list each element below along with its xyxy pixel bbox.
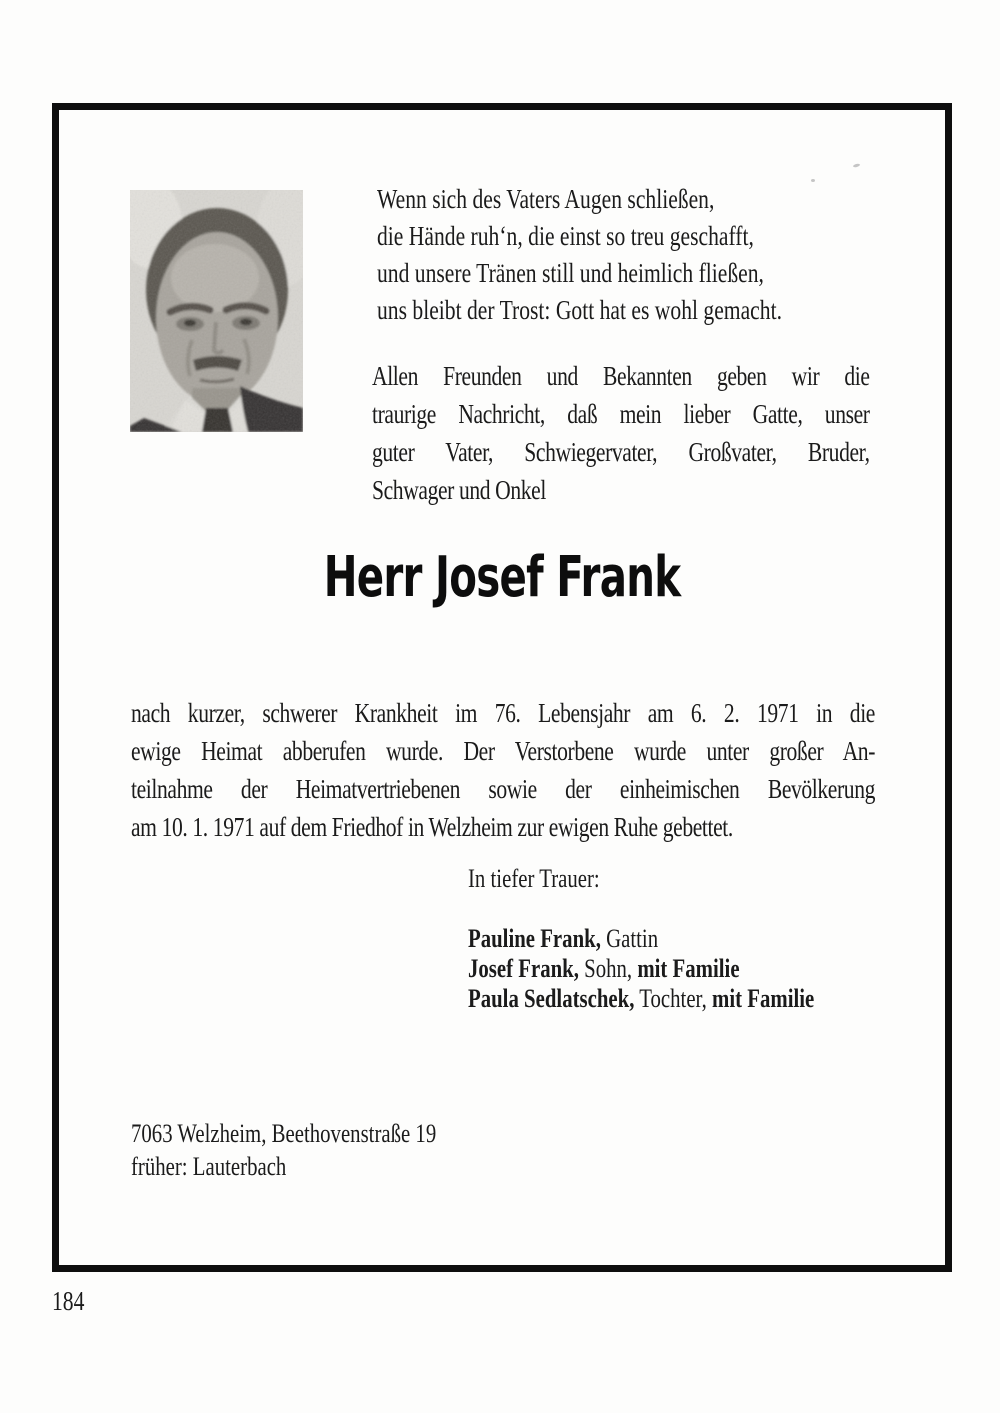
mourner-entry bbox=[468, 924, 964, 954]
address-line: früher: Lauterbach bbox=[131, 1152, 287, 1181]
obituary-paragraph bbox=[131, 694, 875, 846]
mourning-intro: In tiefer Trauer: bbox=[468, 864, 600, 893]
announcement-line: Allen Freunden und Bekannten geben wir die bbox=[372, 361, 870, 391]
portrait-photo bbox=[130, 190, 303, 432]
address-block bbox=[131, 1117, 579, 1183]
mourners-list bbox=[468, 924, 964, 1014]
poem-line: uns bleibt der Trost: Gott hat es wohl gemacht. bbox=[377, 295, 782, 325]
mourner-relation: Gattin bbox=[600, 924, 659, 953]
obituary-line: teilnahme der Heimatvertriebenen sowie der einheimischen Bevölkerung bbox=[131, 774, 875, 804]
mourner-entry bbox=[468, 954, 964, 984]
obituary-line: nach kurzer, schwerer Krankheit im 76. Lebensjahr am 6. 2. 1971 in die bbox=[131, 698, 875, 728]
mourner-name: Josef Frank, bbox=[468, 954, 579, 983]
mourner-family-note: mit Familie bbox=[637, 954, 740, 983]
memorial-poem bbox=[377, 181, 889, 329]
announcement-line: guter Vater, Schwiegervater, Großvater, Bruder, bbox=[372, 437, 870, 467]
poem-line: die Hände ruh‘n, die einst so treu geschafft, bbox=[377, 221, 754, 251]
obituary-line: ewige Heimat abberufen wurde. Der Verstorbene wurde unter großer An- bbox=[131, 736, 875, 766]
address-line: 7063 Welzheim, Beethovenstraße 19 bbox=[131, 1119, 437, 1148]
mourner-relation: Sohn, bbox=[578, 954, 638, 983]
mourner-name: Paula Sedlatschek, bbox=[468, 984, 635, 1013]
announcement-line: Schwager und Onkel bbox=[372, 475, 546, 505]
scan-speck bbox=[811, 179, 815, 182]
mourner-entry bbox=[468, 984, 964, 1014]
mourner-relation: Tochter, bbox=[634, 984, 713, 1013]
poem-line: Wenn sich des Vaters Augen schließen, bbox=[377, 184, 715, 214]
poem-line: und unsere Tränen still und heimlich fließen, bbox=[377, 258, 764, 288]
mourner-family-note: mit Familie bbox=[712, 984, 815, 1013]
announcement-paragraph bbox=[372, 357, 870, 509]
mourner-name: Pauline Frank, bbox=[468, 924, 601, 953]
announcement-line: traurige Nachricht, daß mein lieber Gatte, unser bbox=[372, 399, 870, 429]
deceased-name-heading: Herr Josef Frank bbox=[323, 545, 681, 610]
page-number: 184 bbox=[52, 1286, 85, 1316]
obituary-line: am 10. 1. 1971 auf dem Friedhof in Welzheim zur ewigen Ruhe gebettet. bbox=[131, 812, 733, 842]
